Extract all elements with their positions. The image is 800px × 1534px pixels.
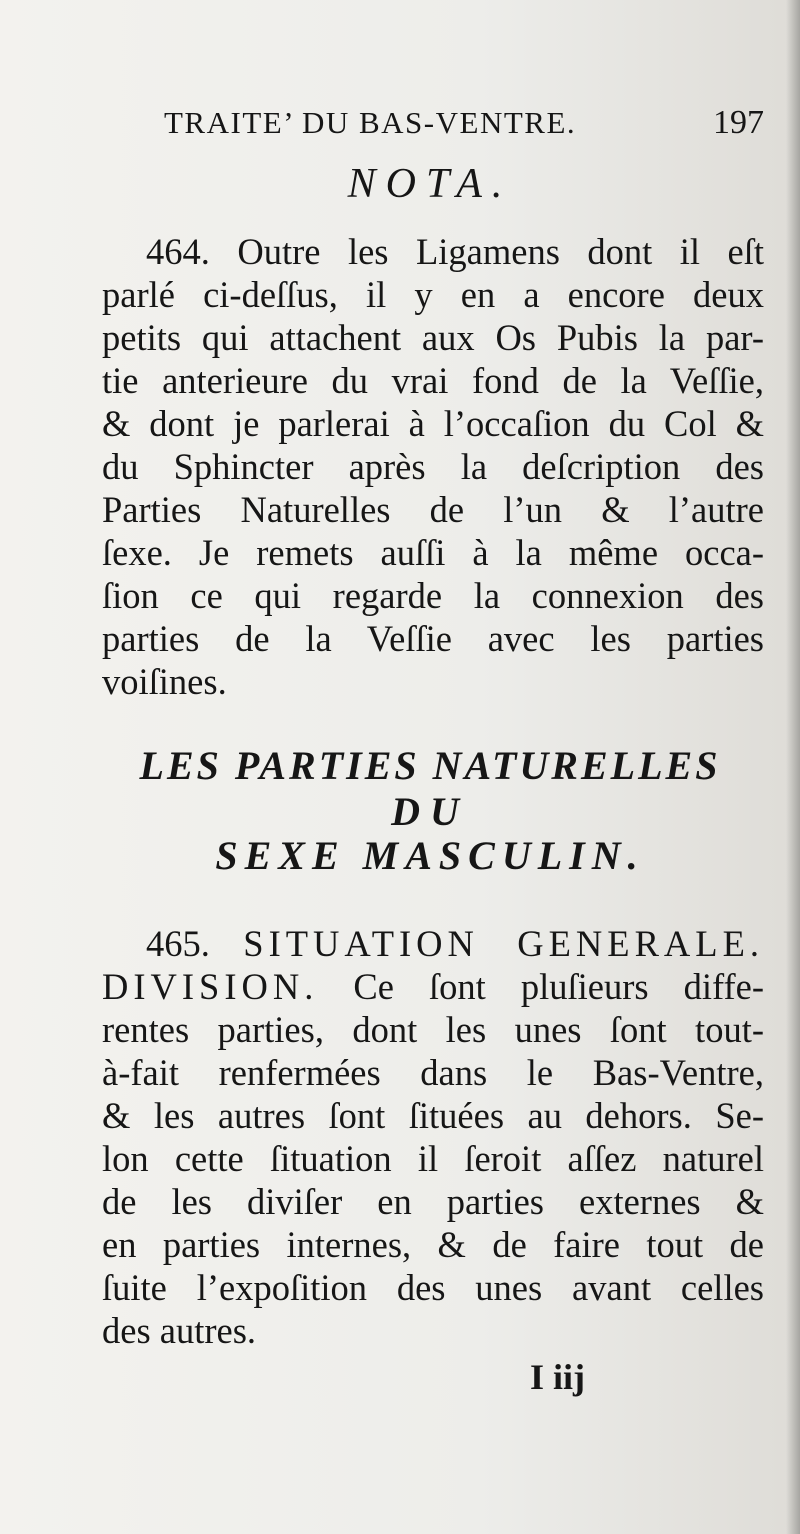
text-line: lon cette ſituation il ſeroit aſſez naturel [102, 1138, 764, 1179]
running-header [164, 104, 764, 142]
text-line: ſuite l’expoſition des unes avant celles [102, 1267, 764, 1308]
section-title-line-1: LES PARTIES NATURELLES [139, 743, 721, 788]
text-run: Ce ſont pluſieurs diffe- [353, 966, 764, 1007]
text-line: à-fait renfermées dans le Bas-Ventre, [102, 1052, 764, 1093]
section-title-line-2: DU [391, 789, 469, 834]
paragraph-number: 465. [146, 923, 210, 964]
text-line: rentes parties, dont les unes ſont tout- [102, 1009, 764, 1050]
text-line: parties de la Veſſie avec les parties [102, 618, 764, 659]
text-line: ſion ce qui regarde la connexion des [102, 575, 764, 616]
text-line: du Sphincter après la deſcription des [102, 446, 764, 487]
paragraph-465 [102, 922, 764, 1352]
text-line: & les autres ſont ſituées au dehors. Se- [102, 1095, 764, 1136]
text-line: en parties internes, & de faire tout de [102, 1224, 764, 1265]
page-gutter-shadow [786, 0, 800, 1534]
side-heading-division: DIVISION. [102, 966, 319, 1007]
nota-heading: NOTA. [347, 161, 513, 207]
text-line: voiſines. [102, 661, 227, 702]
text-line: parlé ci-deſſus, il y en a encore deux [102, 274, 764, 315]
text-line [102, 922, 764, 965]
text-line: & dont je parlerai à l’occaſion du Col & [102, 403, 764, 444]
section-title-line-3: SEXE MASCULIN. [215, 833, 645, 878]
text-line: ſexe. Je remets auſſi à la même occa- [102, 532, 764, 573]
text-line: de les diviſer en parties externes & [102, 1181, 764, 1222]
text-line: tie anterieure du vrai fond de la Veſſie, [102, 360, 764, 401]
running-title: TRAITE’ DU BAS-VENTRE. [164, 105, 577, 140]
text-line: des autres. [102, 1310, 257, 1351]
signature-mark: I iij [530, 1357, 586, 1397]
text-line: 464. Outre les Ligamens dont il eſt [146, 231, 764, 272]
paragraph-464 [102, 230, 764, 703]
side-heading-situation: SITUATION GENERALE. [243, 923, 765, 964]
text-line: Parties Naturelles de l’un & l’autre [102, 489, 764, 530]
text-line: petits qui attachent aux Os Pubis la par- [102, 317, 764, 358]
text-line [102, 965, 764, 1008]
page-number: 197 [713, 104, 764, 141]
